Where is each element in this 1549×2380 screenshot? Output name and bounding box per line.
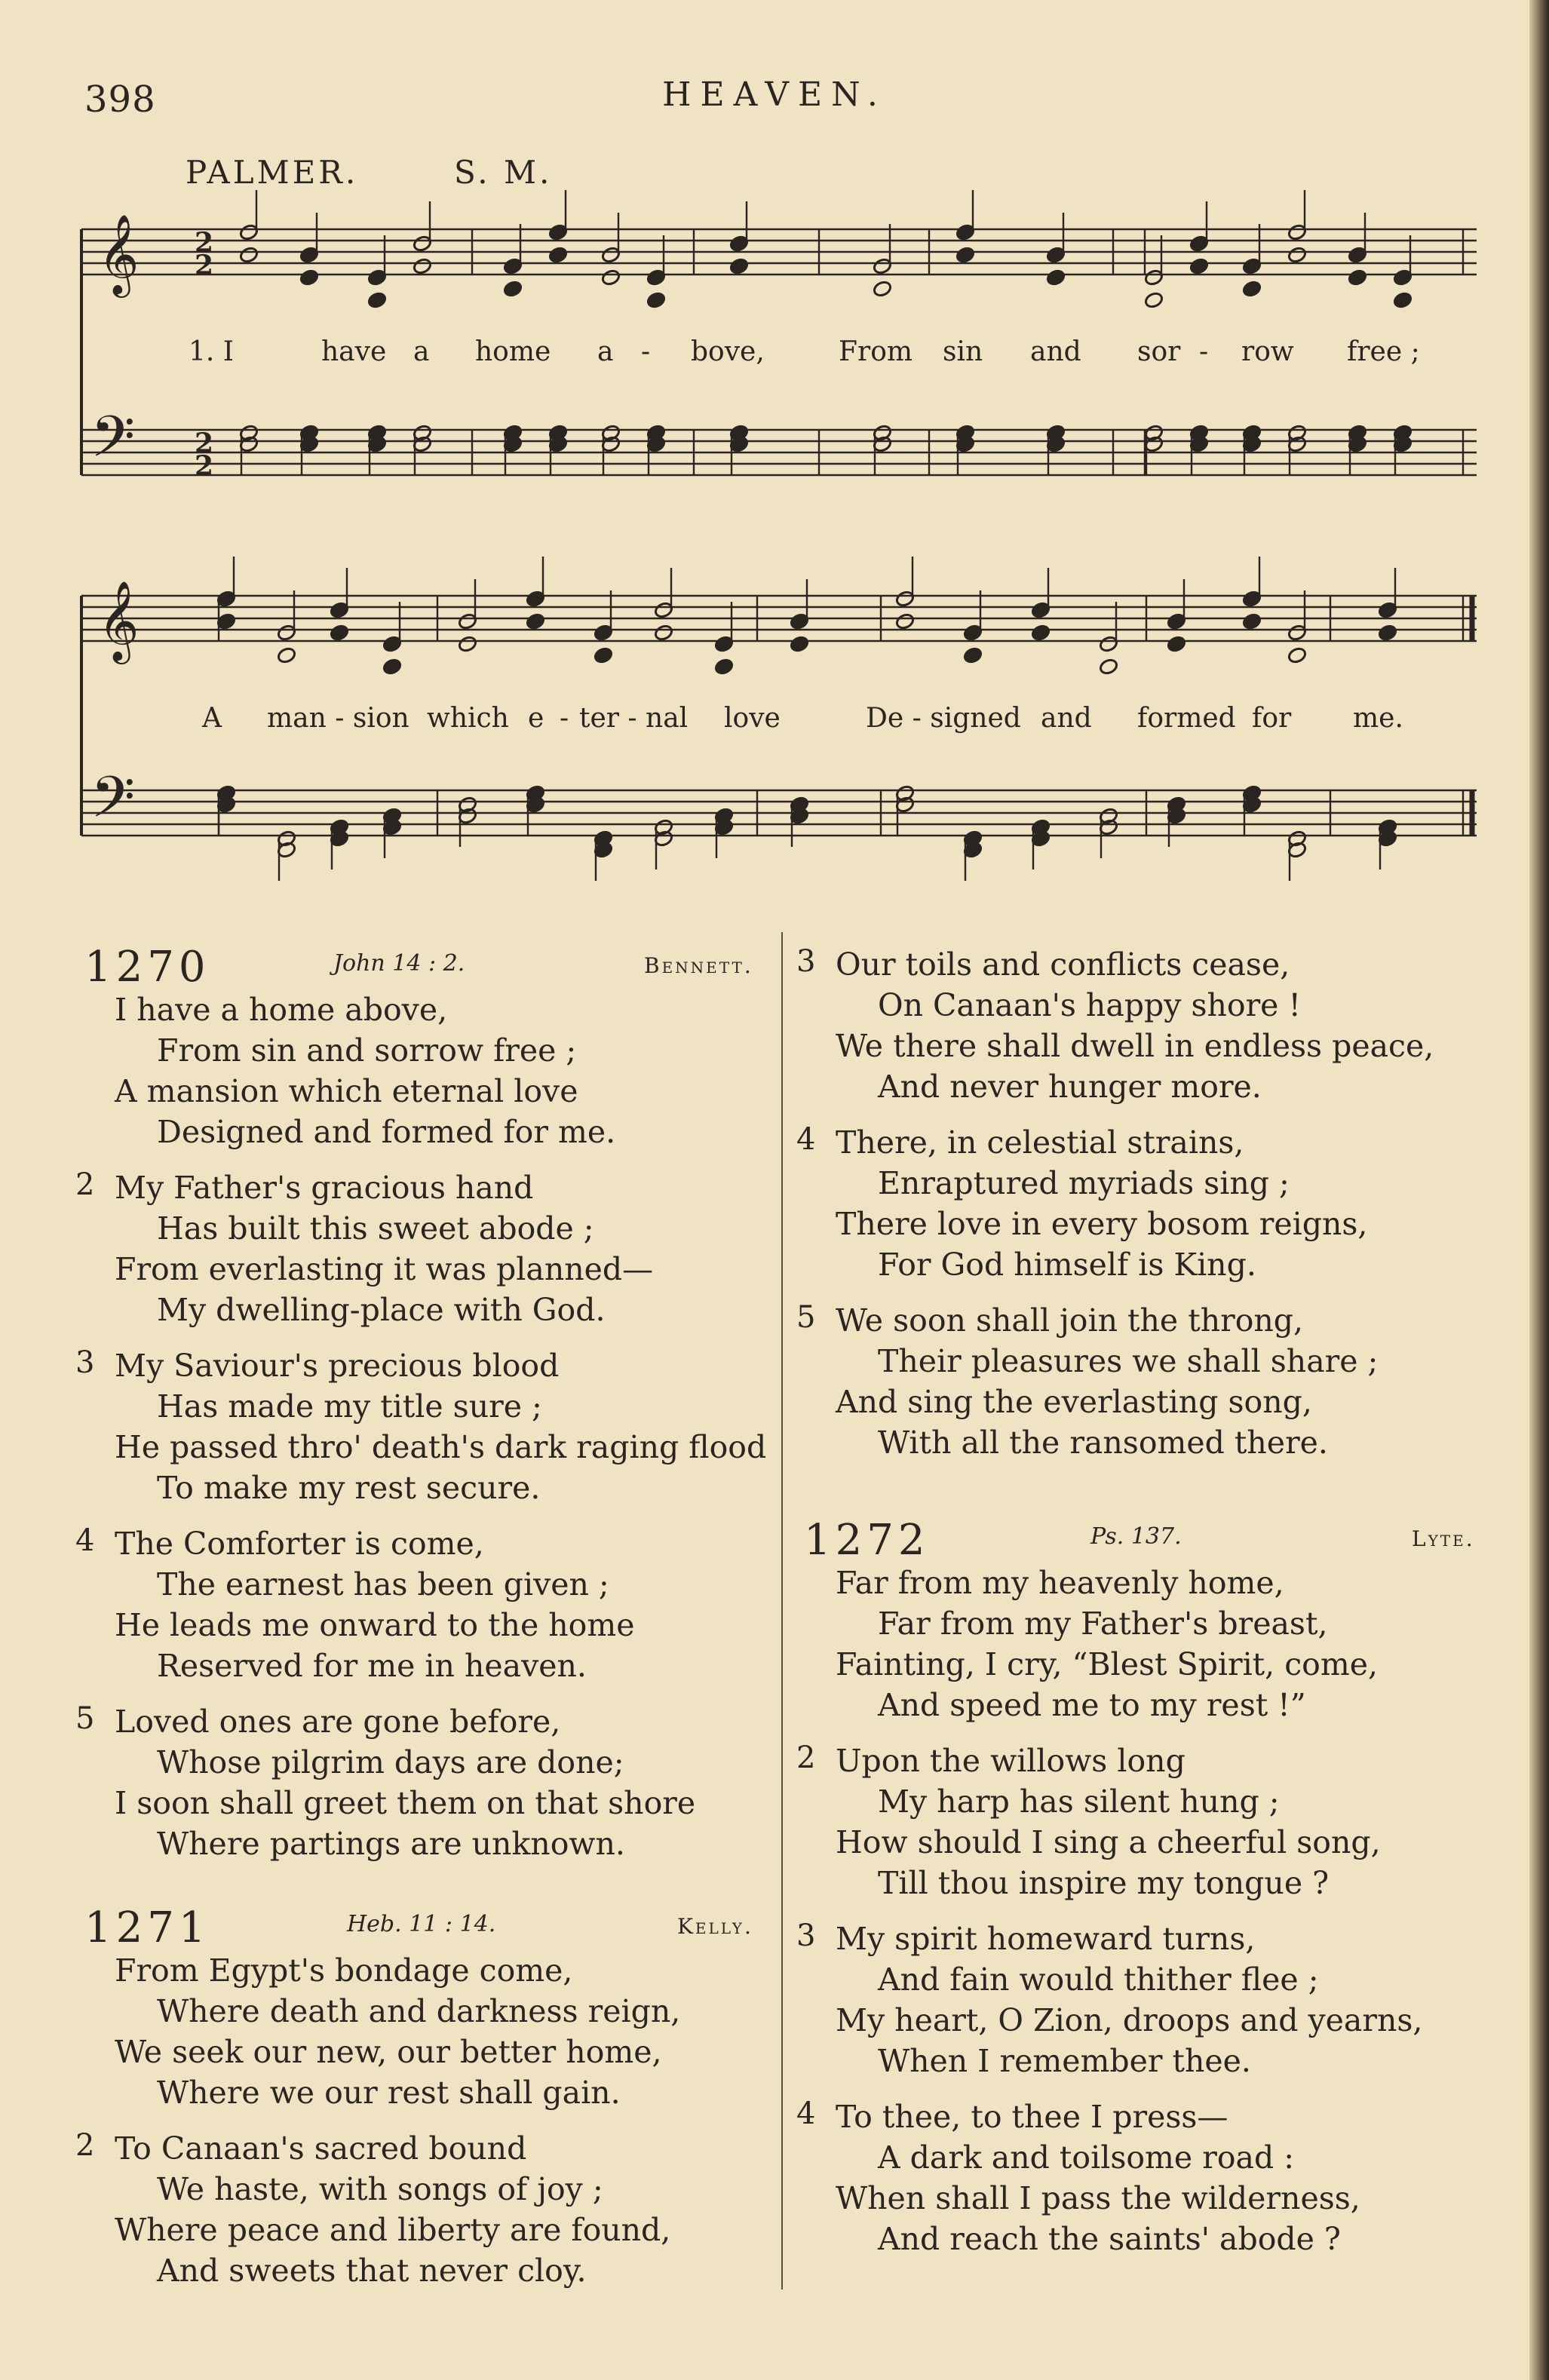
verse-line: Their pleasures we shall share ; [878,1343,1379,1379]
lyric-syllable: 1. I [189,336,235,367]
svg-text:2: 2 [195,227,214,259]
lyric-syllable: and [1041,703,1092,734]
verse-line: How should I sing a cheerful song, [836,1824,1381,1860]
verse-number: 5 [796,1300,816,1335]
lyric-syllable: - [1199,336,1209,367]
verse [75,1523,635,1686]
verse-line: And fain would thither flee ; [878,1961,1319,1998]
verse-line: There, in celestial strains, [836,1124,1244,1161]
lyric-syllable: have [321,336,387,367]
lyric-syllable: ter - nal [579,703,689,734]
verse-number: 4 [75,1523,95,1558]
verse-line: To make my rest secure. [157,1470,541,1506]
verse [796,1741,1381,1903]
verse [115,989,615,1152]
column-divider [781,932,783,2290]
verse [796,944,1434,1107]
hymn-number: 1271 [84,1903,210,1952]
verse-line: The Comforter is come, [115,1526,484,1562]
running-head: HEAVEN. [662,75,887,114]
verse-line: Where partings are unknown. [157,1826,625,1862]
verse-line: Fainting, I cry, “Blest Spirit, come, [836,1646,1379,1682]
svg-text:2: 2 [195,450,214,482]
verse-line: A mansion which eternal love [115,1073,578,1109]
verse-number: 3 [796,944,816,979]
verse-line: From sin and sorrow free ; [157,1032,577,1069]
verse-line: He leads me onward to the home [115,1607,635,1643]
svg-text:2: 2 [195,428,214,459]
lyric-syllable: sin [943,336,983,367]
verse-line: Enraptured myriads sing ; [878,1165,1290,1201]
verse [75,1345,767,1508]
verse-line: When shall I pass the wilderness, [836,2180,1360,2216]
verse-line: For God himself is King. [878,1247,1256,1283]
lyric-syllable: bove, [691,336,765,367]
hymn-author: Bennett. [644,953,753,978]
lyric-syllable: which [427,703,509,734]
verse [75,1701,696,1864]
verse [796,2096,1360,2259]
verse-line: Designed and formed for me. [157,1114,616,1150]
verse-line: Whose pilgrim days are done; [157,1744,624,1780]
verse-line: I have a home above, [115,992,448,1028]
tune-meter: S. M. [454,154,553,191]
verse-line: Far from my heavenly home, [836,1565,1284,1601]
hymn-author: Lyte. [1412,1526,1475,1551]
verse-line: And speed me to my rest !” [878,1687,1306,1723]
verse-line: From Egypt's bondage come, [115,1952,573,1989]
verse-line: My Saviour's precious blood [115,1348,560,1384]
hymn-1271-header [84,1903,763,1952]
verse [796,1300,1379,1463]
verse-line: My harp has silent hung ; [878,1783,1280,1820]
verse-line: The earnest has been given ; [157,1566,609,1603]
svg-text:𝄞: 𝄞 [98,213,140,294]
verse-line: A dark and toilsome road : [878,2139,1295,2176]
verse-number: 4 [796,1122,816,1157]
lyric-syllable: - [641,336,651,367]
lyric-syllable: From [839,336,913,367]
verse-line: Till thou inspire my tongue ? [878,1865,1330,1901]
verse-line: Where peace and liberty are found, [115,2212,671,2248]
verse [75,2128,671,2291]
verse-line: We haste, with songs of joy ; [157,2171,603,2207]
scripture-reference: John 14 : 2. [333,950,465,977]
verse-number: 2 [75,2128,95,2163]
scripture-reference: Heb. 11 : 14. [347,1911,496,1937]
hymn-author: Kelly. [677,1914,753,1939]
verse-line: Upon the willows long [836,1743,1186,1779]
verse-line: To thee, to thee I press— [836,2099,1228,2135]
verse-line: He passed thro' death's dark raging flood [115,1429,767,1465]
verse-line: We there shall dwell in endless peace, [836,1028,1434,1064]
verse-line: On Canaan's happy shore ! [878,987,1301,1023]
verse-line: We soon shall join the throng, [836,1302,1304,1339]
tune-name: PALMER. [186,154,359,191]
hymn-1270-header [84,943,763,992]
verse [115,1950,680,2113]
lyric-syllable: a [413,336,430,367]
verse-line: Where death and darkness reign, [157,1993,681,2029]
verse-line: Loved ones are gone before, [115,1704,561,1740]
verse-line: Has made my title sure ; [157,1388,542,1425]
verse-line: I soon shall greet them on that shore [115,1785,696,1821]
verse-line: My spirit homeward turns, [836,1921,1256,1957]
scripture-reference: Ps. 137. [1090,1523,1182,1550]
svg-text:𝄢: 𝄢 [90,403,136,484]
lyric-syllable: love [724,703,781,734]
lyric-syllable: free ; [1347,336,1420,367]
lyric-syllable: formed [1137,703,1236,734]
verse-number: 2 [796,1741,816,1775]
verse-line: Where we our rest shall gain. [157,2075,621,2111]
lyric-syllable: and [1030,336,1081,367]
verse [836,1563,1378,1725]
lyric-syllable: A [202,703,222,734]
verse-line: My Father's gracious hand [115,1170,534,1206]
verse-line: When I remember thee. [878,2043,1251,2079]
lyric-syllable: me. [1353,703,1403,734]
verse-line: My dwelling-place with God. [157,1292,606,1328]
lyric-syllable: sor [1137,336,1181,367]
lyric-syllable: - [560,703,569,734]
verse-line: My heart, O Zion, droops and yearns, [836,2002,1423,2038]
verse-line: From everlasting it was planned— [115,1251,654,1287]
verse [75,1167,654,1330]
verse-number: 3 [796,1918,816,1953]
hymn-1272-header [804,1516,1483,1565]
svg-text:𝄞: 𝄞 [98,580,140,661]
lyric-syllable: a [597,336,614,367]
verse-line: To Canaan's sacred bound [115,2130,527,2167]
verse-line: And sweets that never cloy. [157,2253,587,2289]
verse-line: With all the ransomed there. [878,1425,1328,1461]
hymn-number: 1270 [84,943,210,992]
lyric-syllable: man - sion [267,703,409,734]
verse-line: There love in every bosom reigns, [836,1206,1368,1242]
verse-number: 3 [75,1345,95,1380]
verse-line: And sing the everlasting song, [836,1384,1312,1420]
page-number: 398 [84,78,156,121]
verse-number: 4 [796,2096,816,2131]
lyric-syllable: De - signed [866,703,1021,734]
verse-line: And reach the saints' abode ? [878,2221,1341,2257]
lyric-syllable: row [1241,336,1294,367]
lyric-syllable: for [1252,703,1292,734]
verse [796,1122,1368,1285]
music-score [0,0,1549,905]
hymn-number: 1272 [804,1516,930,1565]
svg-text:𝄢: 𝄢 [90,764,136,845]
verse-number: 5 [75,1701,95,1736]
verse-line: And never hunger more. [878,1069,1262,1105]
svg-text:2: 2 [195,250,214,281]
verse [796,1918,1423,2081]
lyric-syllable: e [528,703,544,734]
verse-line: Has built this sweet abode ; [157,1210,594,1247]
verse-line: Our toils and conflicts cease, [836,946,1290,983]
verse-number: 2 [75,1167,95,1202]
verse-line: We seek our new, our better home, [115,2034,662,2070]
verse-line: Reserved for me in heaven. [157,1648,587,1684]
verse-line: Far from my Father's breast, [878,1606,1328,1642]
lyric-syllable: home [475,336,551,367]
